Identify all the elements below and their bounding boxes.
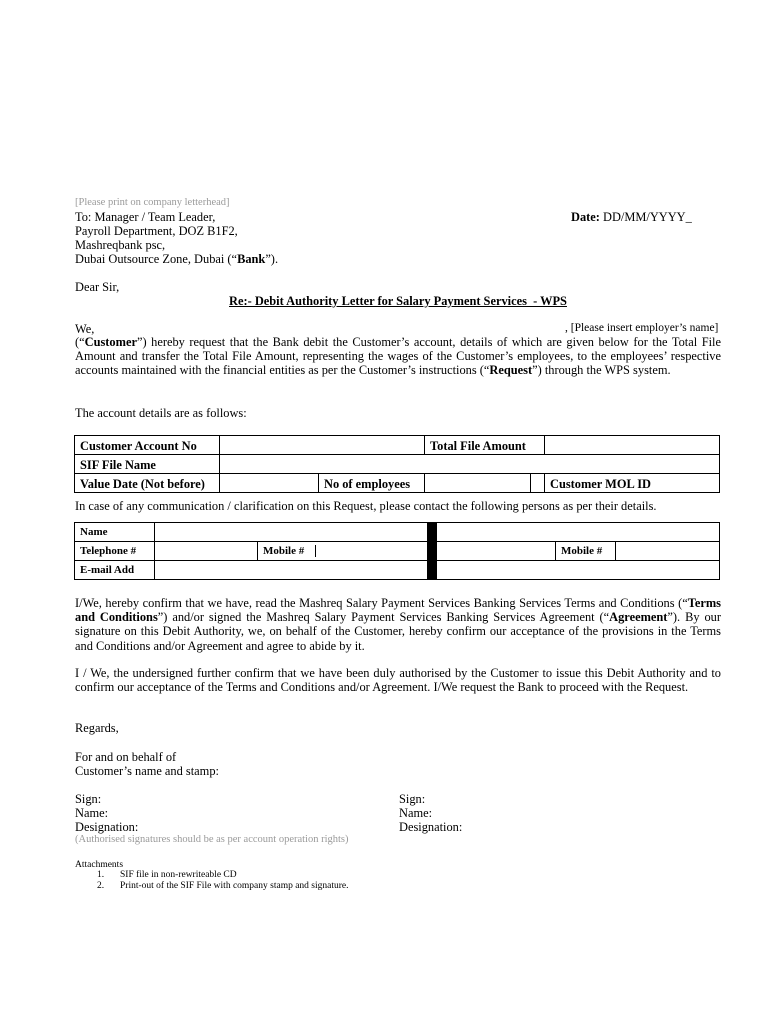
contact2-telephone-value[interactable] bbox=[437, 542, 556, 561]
telephone-label: Telephone # bbox=[75, 542, 155, 561]
date-field bbox=[571, 210, 692, 225]
no-of-employees-value[interactable] bbox=[425, 474, 531, 493]
intro-paragraph: (“Customer”) hereby request that the Bank debit the Customer’s account, details of which are given below for the Total File Amount and transfer the Total File Amount, representing the wages of the Customer’s employees, to the employees’ respective accounts maintained with the financial entities as per the Customer’s instructions (“Request”) through the WPS system. bbox=[75, 335, 721, 378]
contact2-mobile-label: Mobile # bbox=[556, 542, 616, 561]
contact2-email-value[interactable] bbox=[437, 561, 720, 580]
attachment-num-2: 2. bbox=[97, 881, 105, 891]
customer-mol-id-cell bbox=[545, 474, 720, 493]
email-label: E-mail Add bbox=[75, 561, 155, 580]
table-row bbox=[75, 523, 720, 542]
to-line-3: Mashreqbank psc, bbox=[75, 238, 166, 252]
sif-file-name-label: SIF File Name bbox=[75, 455, 220, 474]
attachment-item-1: SIF file in non-rewriteable CD bbox=[120, 870, 237, 880]
behalf-line-2: Customer’s name and stamp: bbox=[75, 764, 219, 778]
signature-note: (Authorised signatures should be as per account operation rights) bbox=[75, 834, 349, 845]
customer-mol-id-label: Customer MOL ID bbox=[550, 477, 651, 491]
name-right: Name: bbox=[399, 806, 433, 820]
date-label: Date: bbox=[571, 210, 600, 224]
sif-file-name-value[interactable] bbox=[220, 455, 720, 474]
table-row bbox=[75, 561, 720, 580]
table-row bbox=[75, 542, 720, 561]
table-row bbox=[75, 436, 720, 455]
column-divider bbox=[428, 523, 437, 580]
contact2-mobile-value[interactable] bbox=[616, 542, 720, 561]
contact1-name-value[interactable] bbox=[155, 523, 428, 542]
intro-we: We, bbox=[75, 322, 95, 336]
no-of-employees-label: No of employees bbox=[319, 474, 425, 493]
salutation: Dear Sir, bbox=[75, 280, 120, 294]
to-line-4: Dubai Outsource Zone, Dubai (“Bank”). bbox=[75, 252, 279, 266]
subject-line: Re:- Debit Authority Letter for Salary Payment Services - WPS bbox=[229, 294, 567, 308]
letterhead-note: [Please print on company letterhead] bbox=[75, 197, 230, 208]
sign-left: Sign: bbox=[75, 792, 102, 806]
to-line-2: Payroll Department, DOZ B1F2, bbox=[75, 224, 238, 238]
value-date-label: Value Date (Not before) bbox=[75, 474, 220, 493]
designation-left: Designation: bbox=[75, 820, 139, 834]
designation-right: Designation: bbox=[399, 820, 463, 834]
customer-account-no-value[interactable] bbox=[220, 436, 425, 455]
contact-intro: In case of any communication / clarification on this Request, please contact the following persons as per their details. bbox=[75, 499, 657, 513]
table-row bbox=[75, 474, 720, 493]
regards: Regards, bbox=[75, 721, 119, 735]
contact2-name-value[interactable] bbox=[437, 523, 720, 542]
employer-name-hint: , [Please insert employer’s name] bbox=[565, 322, 719, 334]
attachments-title: Attachments bbox=[75, 860, 124, 870]
attachment-num-1: 1. bbox=[97, 870, 105, 880]
table-row bbox=[75, 455, 720, 474]
contact1-mobile-label: Mobile # bbox=[258, 545, 316, 557]
confirmation-paragraph-1: I/We, hereby confirm that we have, read the Mashreq Salary Payment Services Banking Services Terms and Conditions (“Terms and Conditions”) and/or signed the Mashreq Salary Payment Services Banking Services Agreement (“Agreement”). By our signature on this Debit Authority, we, on behalf of the Customer, hereby confirm our acceptance of the provisions in the Terms and Conditions and/or Agreement and agree to abide by it. bbox=[75, 596, 721, 653]
total-file-amount-value[interactable] bbox=[545, 436, 720, 455]
date-value: DD/MM/YYYY_ bbox=[603, 210, 692, 224]
sign-right: Sign: bbox=[399, 792, 426, 806]
value-date-value[interactable] bbox=[220, 474, 319, 493]
attachment-item-2: Print-out of the SIF File with company stamp and signature. bbox=[120, 881, 349, 891]
spacer-cell bbox=[531, 474, 545, 493]
total-file-amount-label: Total File Amount bbox=[425, 436, 545, 455]
account-details-table bbox=[74, 435, 720, 493]
contact-persons-table bbox=[74, 522, 720, 580]
account-intro: The account details are as follows: bbox=[75, 406, 247, 420]
behalf-line-1: For and on behalf of bbox=[75, 750, 177, 764]
contact1-email-value[interactable] bbox=[155, 561, 428, 580]
contact1-mobile-cell bbox=[258, 542, 428, 561]
customer-account-no-label: Customer Account No bbox=[75, 436, 220, 455]
confirmation-paragraph-2: I / We, the undersigned further confirm that we have been duly authorised by the Customer to issue this Debit Authority and to confirm our acceptance of the Terms and Conditions and/or Agreement. I/We request the Bank to proceed with the Request. bbox=[75, 666, 721, 695]
name-left: Name: bbox=[75, 806, 109, 820]
to-line-1: To: Manager / Team Leader, bbox=[75, 210, 216, 224]
contact1-telephone-value[interactable] bbox=[155, 542, 258, 561]
contact-name-label: Name bbox=[75, 523, 155, 542]
